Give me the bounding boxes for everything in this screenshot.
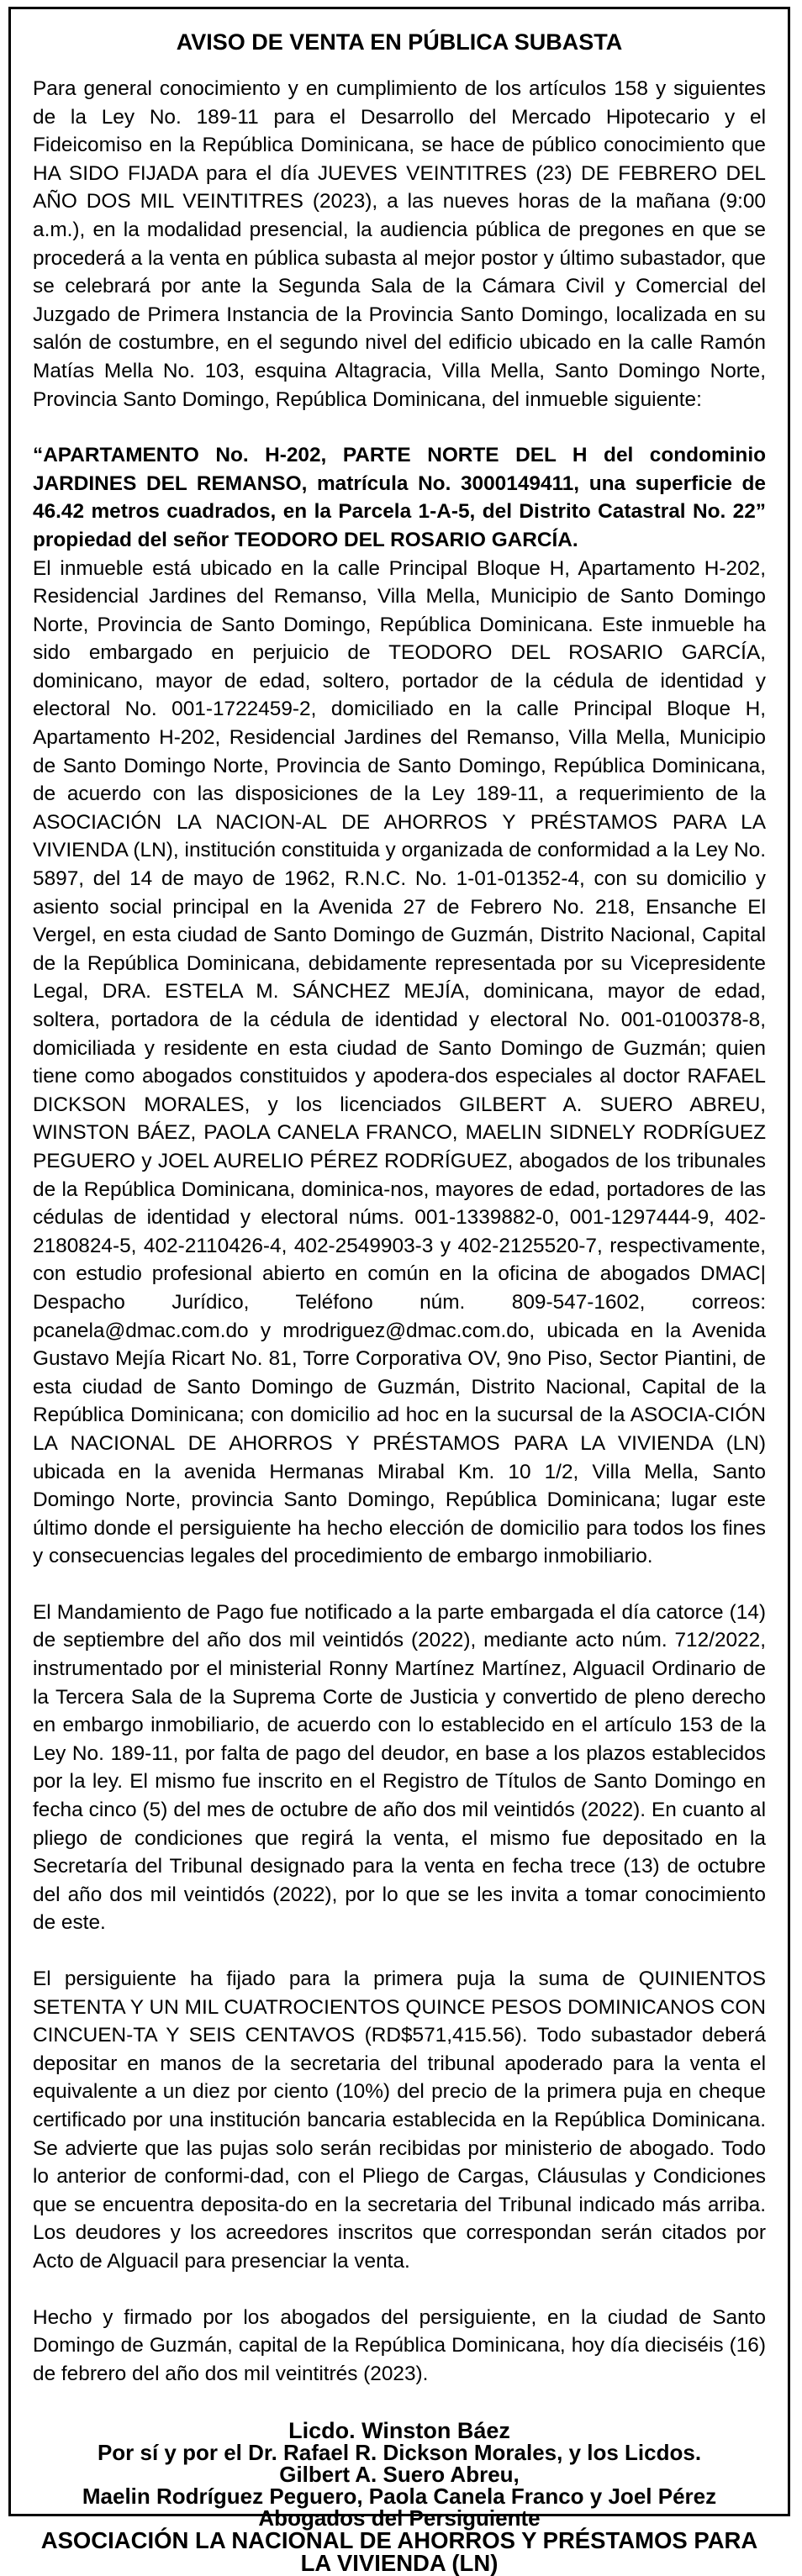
signature-role: Abogados del Persiguiente bbox=[258, 2505, 541, 2531]
spacer bbox=[33, 2276, 766, 2304]
signature-lawyer-name: Licdo. Winston Báez bbox=[288, 2418, 510, 2444]
property-details-paragraph: El inmueble está ubicado en la calle Principal Bloque H, Apartamento H-202, Residencial Jardines del Remanso, Villa Mella, Municipio de Santo Domingo Norte, Provincia de Santo Domingo, República Dominicana. Este inmueble ha sido embargado en perjuicio de TEODORO DEL ROSARIO GARCÍA, dominicano, mayor de edad, soltero, portador de la cédula de identidad y electoral No. 001-1722459-2, domiciliado en la calle Principal Bloque H, Apartamento H-202, Residencial Jardines del Remanso, Villa Mella, Municipio de Santo Domingo Norte, Provincia de Santo Domingo, República Dominicana, de acuerdo con las disposiciones de la Ley 189-11, a requerimiento de la ASOCIACIÓN LA NACION-AL DE AHORROS Y PRÉSTAMOS PARA LA VIVIENDA (LN), institución constituida y organizada de conformidad a la Ley No. 5897, del 14 de mayo de 1962, R.N.C. No. 1-01-01352-4, con su domicilio y asiento social principal en la Avenida 27 de Febrero No. 218, Ensanche El Vergel, en esta ciudad de Santo Domingo de Guzmán, Distrito Nacional, Capital de la República Dominicana, debidamente representada por su Vicepresidente Legal, DRA. ESTELA M. SÁNCHEZ MEJÍA, dominicana, mayor de edad, soltera, portadora de la cédula de identidad y electoral No. 001-0100378-8, domiciliada y residente en esta ciudad de Santo Domingo de Guzmán; quien tiene como abogados constituidos y apodera-dos especiales al doctor RAFAEL DICKSON MORALES, y los licenciados GILBERT A. SUERO ABREU, WINSTON BÁEZ, PAOLA CANELA FRANCO, MAELIN SIDNELY RODRÍGUEZ PEGUERO y JOEL AURELIO PÉREZ RODRÍGUEZ, abogados de los tribunales de la República Dominicana, dominica-nos, mayores de edad, portadores de las cédulas de identidad y electoral núms. 001-1339882-0, 001-1297444-9, 402-2180824-5, 402-2110426-4, 402-2549903-3 y 402-2125520-7, respectivamente, con estudio profesional abierto en común en la oficina de abogados DMAC| Despacho Jurídico, Teléfono núm. 809-547-1602, correos: pcanela@dmac.com.do y mrodriguez@dmac.com.do, ubicada en la Avenida Gustavo Mejía Ricart No. 81, Torre Corporativa OV, 9no Piso, Sector Piantini, de esta ciudad de Santo Domingo de Guzmán, Distrito Nacional, Capital de la República Dominicana; con domicilio ad hoc en la sucursal de la ASOCIA-CIÓN LA NACIONAL DE AHORROS Y PRÉSTAMOS PARA LA VIVIENDA (LN) ubicada en la avenida Hermanas Mirabal Km. 10 1/2, Villa Mella, Santo Domingo Norte, provincia Santo Domingo, República Dominicana; lugar este último donde el persiguiente ha hecho elección de domicilio para todos los fines y consecuencias legales del procedimiento de embargo inmobiliario. bbox=[33, 556, 766, 1568]
auction-notice bbox=[8, 7, 790, 2576]
signature-co-lawyer: Gilbert A. Suero Abreu, bbox=[279, 2462, 520, 2488]
spacer bbox=[33, 414, 766, 441]
intro-paragraph: Para general conocimiento y en cumplimiento de los artículos 158 y siguientes de la Ley No. 189-11 para el Desarrollo del Mercado Hipotecario y el Fideicomiso en la República Dominicana, se hace de público conocimiento que HA SIDO FIJADA para el día JUEVES VEINTITRES (23) DE FEBRERO DEL AÑO DOS MIL VEINTITRES (2023), a las nueves horas de la mañana (9:00 a.m.), en la modalidad presencial, la audiencia pública de pregones en que se procederá a la venta en pública subasta al mejor postor y último subastador, que se celebrará por ante la Segunda Sala de la Cámara Civil y Comercial del Juzgado de Primera Instancia de la Provincia Santo Domingo, localizada en su salón de costumbre, en el segundo nivel del edificio ubicado en la calle Ramón Matías Mella No. 103, esquina Altagracia, Villa Mella, Santo Domingo Norte, Provincia Santo Domingo, República Dominicana, del inmueble siguiente: bbox=[33, 77, 766, 411]
signature-institution: ASOCIACIÓN LA NACIONAL DE AHORROS Y PRÉSTAMOS PARA bbox=[40, 2527, 758, 2554]
property-description: “APARTAMENTO No. H-202, PARTE NORTE DEL H del condominio JARDINES DEL REMANSO, matrícula No. 3000149411, una superficie de 46.42 metros cuadrados, en la Parcela 1-A-5, del Distrito Catastral No. 22” propiedad del señor TEODORO DEL ROSARIO GARCÍA. bbox=[33, 444, 766, 551]
spacer bbox=[33, 1937, 766, 1965]
spacer bbox=[33, 1571, 766, 1599]
signature-block bbox=[33, 2420, 766, 2574]
signed-paragraph: Hecho y firmado por los abogados del persiguiente, en la ciudad de Santo Domingo de Guzmán, capital de la República Dominicana, hoy día dieciséis (16) de febrero del año dos mil veintitrés (2023). bbox=[33, 2305, 766, 2385]
signature-co-lawyers: Maelin Rodríguez Peguero, Paola Canela Franco y Joel Pérez bbox=[82, 2484, 717, 2510]
signature-on-behalf: Por sí y por el Dr. Rafael R. Dickson Morales, y los Licdos. bbox=[97, 2440, 702, 2466]
signature-institution-cont: LA VIVIENDA (LN) bbox=[300, 2550, 499, 2576]
first-bid-paragraph: El persiguiente ha fijado para la primera puja la suma de QUINIENTOS SETENTA Y UN MIL CUATROCIENTOS QUINCE PESOS DOMINICANOS CON CINCUEN-TA Y SEIS CENTAVOS (RD$571,415.56). Todo subastador deberá depositar en manos de la secretaria del tribunal apoderado para la venta el equivalente a un diez por ciento (10%) del precio de la primera puja en cheque certificado por una institución bancaria establecida en la República Dominicana. Se advierte que las pujas solo serán recibidas por ministerio de abogado. Todo lo anterior de conformi-dad, con el Pliego de Cargas, Cláusulas y Condiciones que se encuentra deposita-do en la secretaria del Tribunal indicado más arriba. Los deudores y los acreedores inscritos que correspondan serán citados por Acto de Alguacil para presenciar la venta. bbox=[33, 1968, 766, 2273]
payment-order-paragraph: El Mandamiento de Pago fue notificado a la parte embargada el día catorce (14) de septiembre del año dos mil veintidós (2022), mediante acto núm. 712/2022, instrumentado por el ministerial Ronny Martínez Martínez, Alguacil Ordinario de la Tercera Sala de la Suprema Corte de Justicia y convertido de pleno derecho en embargo inmobiliario, de acuerdo con lo establecido en el artículo 153 de la Ley No. 189-11, por falta de pago del deudor, en base a los plazos establecidos por la ley. El mismo fue inscrito en el Registro de Títulos de Santo Domingo en fecha cinco (5) del mes de octubre de año dos mil veintidós (2022). En cuanto al pliego de condiciones que regirá la venta, el mismo fue depositado en la Secretaría del Tribunal designado para la venta en fecha trece (13) de octubre del año dos mil veintidós (2022), por lo que se les invita a tomar conocimiento de este. bbox=[33, 1600, 766, 1935]
notice-title: AVISO DE VENTA EN PÚBLICA SUBASTA bbox=[176, 29, 623, 55]
